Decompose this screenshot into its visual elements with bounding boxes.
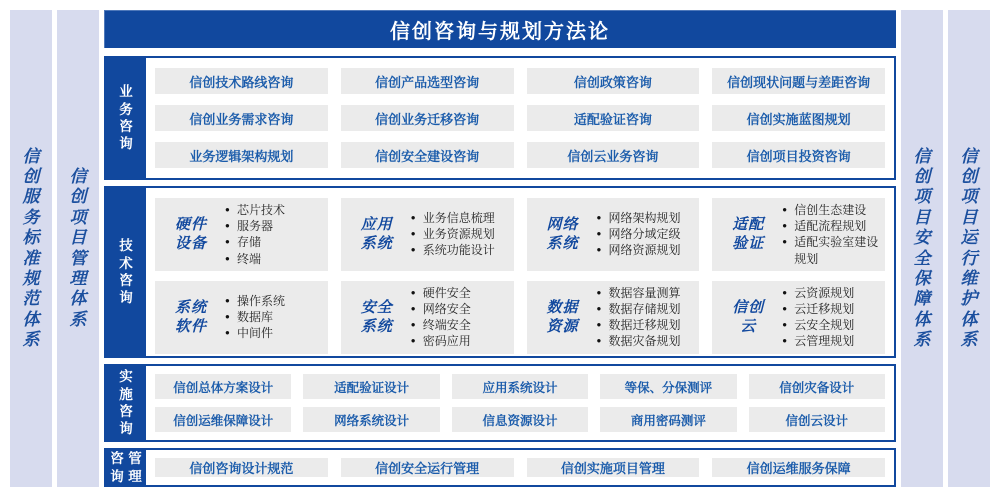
bullet-dot-icon: ●: [782, 221, 788, 231]
bullet-text: 硬件安全: [422, 285, 471, 300]
bullet-item: [782, 317, 879, 333]
bullet-dot-icon: ●: [225, 328, 230, 338]
bullet-dot-icon: ●: [225, 221, 230, 231]
consulting-item: 信创实施项目管理: [527, 458, 700, 477]
consulting-item: 信创安全运行管理: [341, 458, 514, 477]
bullet-item: [782, 333, 879, 349]
bullet-item: [225, 202, 322, 218]
section-label-technology: [106, 188, 146, 356]
bullet-dot-icon: ●: [596, 213, 602, 223]
bullet-text: 信创生态建设: [794, 203, 867, 217]
bullet-text: 网络架构规划: [608, 211, 681, 226]
implementation-items-grid: [146, 366, 894, 440]
bullet-item: [597, 242, 694, 258]
tech-domain-title: 数据 资源: [546, 298, 579, 336]
tech-domain-title: 网络 系统: [546, 215, 579, 253]
tech-domain-bullet-list: [597, 210, 694, 259]
bullet-text: 云安全规划: [794, 318, 855, 333]
consulting-item: 信创现状问题与差距咨询: [712, 68, 885, 94]
section-technology-consulting: [104, 186, 896, 358]
consulting-item: 信创项目投资咨询: [712, 142, 885, 168]
section-label-technology-text: 技术咨询: [119, 238, 133, 306]
bullet-dot-icon: ●: [596, 336, 602, 346]
bullet-dot-icon: ●: [596, 287, 602, 297]
tech-domain-bullet-list: [411, 285, 508, 350]
bullet-text: 服务器: [237, 219, 274, 234]
section-label-business-text: 业务咨询: [119, 84, 133, 152]
bullet-text: 数据容量测算: [608, 285, 681, 300]
bullet-text: 适配实验室建设规划: [794, 235, 879, 266]
pillar-project-management-system: [57, 10, 99, 487]
bullet-item: [597, 285, 694, 301]
bullet-item: [782, 301, 879, 317]
section-label-management-col1: 咨询: [110, 451, 124, 484]
bullet-item: [782, 218, 879, 234]
section-label-business: [106, 58, 146, 178]
consulting-item: 信息资源设计: [452, 407, 588, 432]
tech-domain-bullet-list: [411, 210, 508, 259]
tech-domain-title: 系统 软件: [174, 298, 207, 336]
tech-domain-bullet-list: [225, 293, 322, 342]
consulting-item: 信创总体方案设计: [155, 374, 291, 399]
bullet-item: [225, 234, 322, 250]
bullet-item: [597, 333, 694, 349]
tech-domain-title: 硬件 设备: [174, 215, 207, 253]
tech-domain-title: 应用 系统: [360, 215, 393, 253]
consulting-item: 信创政策咨询: [527, 68, 700, 94]
pillar-service-standard-system: [10, 10, 52, 487]
consulting-item: 适配验证咨询: [527, 105, 700, 131]
consulting-item: 信创灾备设计: [749, 374, 885, 399]
pillar-project-management-label: 信创项目管理体系: [69, 166, 87, 329]
bullet-item: [782, 285, 879, 301]
bullet-text: 业务信息梳理: [422, 211, 495, 226]
bullet-text: 数据库: [237, 310, 274, 325]
business-items-grid: [146, 58, 894, 178]
bullet-item: [782, 234, 879, 266]
diagram-title: 信创咨询与规划方法论: [390, 20, 610, 43]
tech-domain-card: [712, 281, 885, 354]
bullet-dot-icon: ●: [410, 303, 416, 313]
bullet-dot-icon: ●: [596, 320, 602, 330]
bullet-text: 数据存储规划: [608, 301, 681, 316]
pillar-security-assurance-system: [901, 10, 943, 487]
tech-domain-bullet-list: [782, 202, 879, 267]
tech-domain-bullet-list: [782, 285, 879, 350]
consulting-item: 信创运维服务保障: [712, 458, 885, 477]
pillar-operation-maintenance-label: 信创项目运行维护体系: [960, 146, 978, 350]
bullet-item: [411, 210, 508, 226]
bullet-text: 数据迁移规划: [608, 318, 681, 333]
bullet-dot-icon: ●: [596, 245, 602, 255]
bullet-item: [411, 285, 508, 301]
bullet-item: [597, 301, 694, 317]
consulting-item: 业务逻辑架构规划: [155, 142, 328, 168]
bullet-text: 网络资源规划: [608, 243, 681, 258]
technology-cards-grid: [146, 188, 894, 356]
bullet-dot-icon: ●: [782, 303, 788, 313]
bullet-dot-icon: ●: [225, 253, 230, 263]
management-items-grid: [146, 450, 894, 485]
section-implementation-consulting: [104, 364, 896, 442]
tech-domain-card: [527, 281, 700, 354]
bullet-dot-icon: ●: [782, 320, 788, 330]
tech-domain-title: 适配 验证: [732, 215, 765, 253]
consulting-item: 信创运维保障设计: [155, 407, 291, 432]
bullet-text: 终端: [237, 251, 262, 266]
tech-domain-card: [712, 198, 885, 271]
pillar-security-assurance-label: 信创项目安全保障体系: [913, 146, 931, 350]
consulting-item: 信创实施蓝图规划: [712, 105, 885, 131]
bullet-item: [225, 309, 322, 325]
bullet-dot-icon: ●: [410, 336, 416, 346]
tech-domain-title: 安全 系统: [360, 298, 393, 336]
bullet-item: [597, 210, 694, 226]
bullet-dot-icon: ●: [410, 213, 416, 223]
diagram-title-bar: [104, 10, 896, 48]
section-business-consulting: [104, 56, 896, 180]
framework-main-area: [104, 10, 896, 487]
bullet-text: 云资源规划: [794, 285, 855, 300]
bullet-text: 数据灾备规划: [608, 334, 681, 349]
bullet-text: 中间件: [237, 326, 274, 341]
tech-domain-title: 信创 云: [732, 298, 765, 336]
bullet-text: 密码应用: [422, 334, 471, 349]
bullet-dot-icon: ●: [596, 229, 602, 239]
bullet-dot-icon: ●: [410, 245, 416, 255]
bullet-text: 适配流程规划: [794, 219, 867, 234]
tech-domain-card: [341, 281, 514, 354]
bullet-item: [225, 218, 322, 234]
bullet-text: 云管理规划: [794, 334, 855, 349]
bullet-dot-icon: ●: [782, 205, 788, 214]
consulting-item: 信创安全建设咨询: [341, 142, 514, 168]
bullet-text: 网络安全: [422, 301, 471, 316]
bullet-item: [225, 293, 322, 309]
tech-domain-card: [341, 198, 514, 271]
bullet-dot-icon: ●: [225, 295, 230, 305]
tech-domain-card: [155, 281, 328, 354]
consulting-item: 商用密码测评: [600, 407, 736, 432]
consulting-item: 等保、分保测评: [600, 374, 736, 399]
tech-domain-bullet-list: [225, 202, 322, 267]
bullet-item: [411, 333, 508, 349]
pillar-service-standard-label: 信创服务标准规范体系: [22, 146, 40, 350]
bullet-text: 操作系统: [237, 293, 286, 308]
section-label-management-col2: 管理: [128, 451, 142, 484]
consulting-item: 适配验证设计: [303, 374, 439, 399]
section-label-implementation: [106, 366, 146, 440]
consulting-item: 信创产品选型咨询: [341, 68, 514, 94]
bullet-text: 终端安全: [422, 318, 471, 333]
bullet-text: 存储: [237, 235, 262, 250]
consulting-item: 信创云业务咨询: [527, 142, 700, 168]
bullet-dot-icon: ●: [410, 229, 416, 239]
bullet-item: [597, 226, 694, 242]
bullet-item: [411, 226, 508, 242]
consulting-item: 信创技术路线咨询: [155, 68, 328, 94]
bullet-text: 网络分域定级: [608, 227, 681, 242]
bullet-item: [782, 202, 879, 218]
bullet-text: 业务资源规划: [422, 227, 495, 242]
consulting-item: 信创业务需求咨询: [155, 105, 328, 131]
bullet-item: [225, 325, 322, 341]
bullet-dot-icon: ●: [410, 287, 416, 297]
bullet-item: [597, 317, 694, 333]
bullet-dot-icon: ●: [410, 320, 416, 330]
consulting-item: 网络系统设计: [303, 407, 439, 432]
section-label-management: [106, 450, 146, 485]
tech-domain-card: [527, 198, 700, 271]
bullet-dot-icon: ●: [225, 237, 230, 247]
section-label-implementation-text: 实施咨询: [119, 369, 133, 437]
bullet-dot-icon: ●: [782, 237, 788, 247]
consulting-item: 信创咨询设计规范: [155, 458, 328, 477]
pillar-operation-maintenance-system: [948, 10, 990, 487]
bullet-text: 芯片技术: [237, 203, 286, 217]
bullet-dot-icon: ●: [782, 287, 788, 297]
bullet-dot-icon: ●: [596, 303, 602, 313]
bullet-dot-icon: ●: [225, 312, 230, 322]
bullet-text: 系统功能设计: [422, 243, 495, 258]
bullet-dot-icon: ●: [225, 205, 230, 214]
consulting-item: 信创业务迁移咨询: [341, 105, 514, 131]
bullet-text: 云迁移规划: [794, 301, 855, 316]
tech-domain-bullet-list: [597, 285, 694, 350]
bullet-dot-icon: ●: [782, 336, 788, 346]
bullet-item: [225, 251, 322, 267]
consulting-item: 信创云设计: [749, 407, 885, 432]
bullet-item: [411, 301, 508, 317]
section-consulting-management: [104, 448, 896, 487]
bullet-item: [411, 317, 508, 333]
consulting-item: 应用系统设计: [452, 374, 588, 399]
bullet-item: [411, 242, 508, 258]
tech-domain-card: [155, 198, 328, 271]
